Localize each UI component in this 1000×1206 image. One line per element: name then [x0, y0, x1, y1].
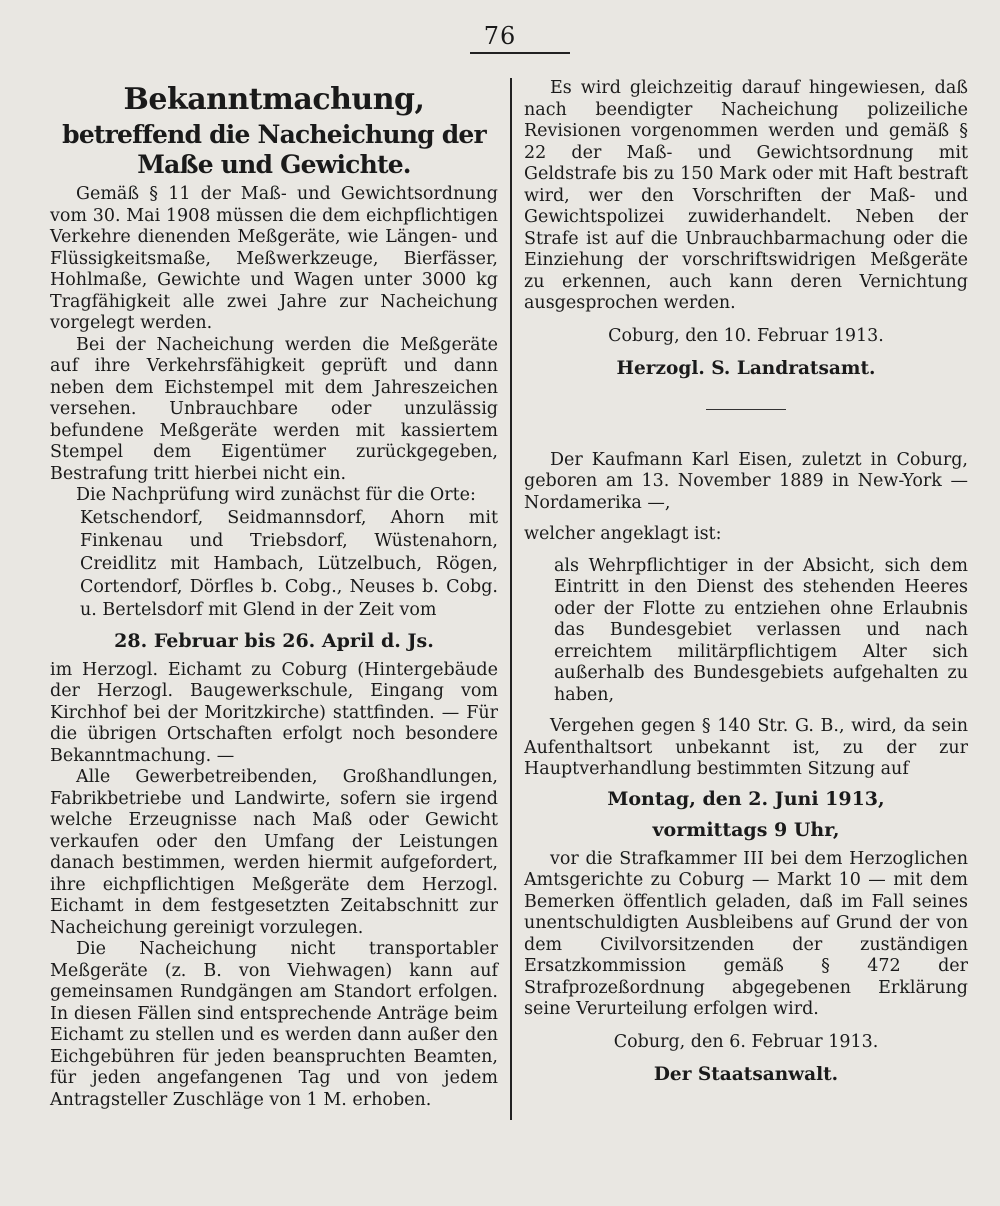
court-date: Montag, den 2. Juni 1913,	[607, 787, 885, 810]
paragraph: im Herzogl. Eichamt zu Coburg (Hintergebäude der Herzogl. Baugewerkschule, Eingang vom Kirchhof bei der Moritzkirche) stattfinden. — Für die übrigen Ortschaften erfolgt noch besondere Bekanntmachung. —	[50, 659, 498, 766]
charge-text: als Wehrpflichtiger in der Absicht, sich dem Eintritt in den Dienst des stehenden Heeres oder der Flotte zu entziehen ohne Erlaubnis das Bundesgebiet verlassen und nach erreichtem militärpflichtigem Alter sich außerhalb des Bundesgebiets aufgehalten zu haben,	[554, 555, 968, 705]
places-list: Ketschendorf, Seidmannsdorf, Ahorn mit Finkenau und Triebsdorf, Wüstenahorn, Creidlitz mit Hambach, Lützelbuch, Rögen, Cortendorf, Dörfles b. Cobg., Neuses b. Cobg. u. Bertelsdorf mit Glend in der Zeit vom	[80, 507, 498, 620]
paragraph: vor die Strafkammer III bei dem Herzoglichen Amtsgerichte zu Coburg — Markt 10 — mit dem Bemerken öffentlich geladen, daß im Fall seines unentschuldigten Ausbleibens auf Grund der von dem Civilvorsitzenden der zuständigen Ersatzkommission gemäß § 472 der Strafprozeßordnung abgegebenen Erklärung seine Verurteilung erfolgen wird.	[524, 848, 968, 1019]
signoff-date: Coburg, den 10. Februar 1913.	[608, 325, 884, 346]
right-column	[524, 78, 968, 1091]
authority-signature: Der Staatsanwalt.	[653, 1063, 839, 1085]
column-divider	[510, 78, 512, 1120]
header-rule	[470, 52, 570, 54]
announcement-subtitle: betreffend die Nacheichung der Maße und Gewichte.	[62, 120, 486, 179]
section-divider	[706, 409, 786, 410]
paragraph: Die Nacheichung nicht transportabler Meßgeräte (z. B. von Viehwagen) kann auf gemeinsamen Rundgängen am Standort erfolgen. In diesen Fällen sind entsprechende Anträge beim Eichamt zu stellen und es werden dann außer den Eichgebühren für jeden beanspruchten Beamten, für jeden angefangenen Tag und von jedem Antragsteller Zuschläge von 1 M. erhoben.	[50, 939, 498, 1110]
paragraph: Bei der Nacheichung werden die Meßgeräte auf ihre Verkehrsfähigkeit geprüft und dann neben dem Eichstempel mit dem Jahreszeichen versehen. Unbrauchbare oder unzulässig befundene Meßgeräte werden mit kassiertem Stempel dem Eigentümer zurückgegeben, Bestrafung tritt hierbei nicht ein.	[50, 334, 498, 484]
paragraph: Es wird gleichzeitig darauf hingewiesen, daß nach beendigter Nacheichung polizeiliche Revisionen vorgenommen werden und gemäß § 22 der Maß- und Gewichtsordnung mit Geldstrafe bis zu 150 Mark oder mit Haft bestraft wird, wer den Vorschriften der Maß- und Gewichtspolizei zuwiderhandelt. Neben der Strafe ist auf die Unbrauchbarmachung oder die Einziehung der vorschriftswidrigen Meßgeräte zu erkennen, auch kann deren Vernichtung ausgesprochen werden.	[524, 78, 968, 313]
court-time: vormittags 9 Uhr,	[652, 818, 840, 841]
paragraph: Gemäß § 11 der Maß- und Gewichtsordnung vom 30. Mai 1908 müssen die dem eichpflichtigen Verkehre dienenden Meßgeräte, wie Längen- und Flüssigkeitsmaße, Meßwerkzeuge, Bierfässer, Hohlmaße, Gewichte und Wagen unter 3000 kg Tragfähigkeit alle zwei Jahre zur Nacheichung vorgelegt werden.	[50, 184, 498, 333]
page-number: 76	[483, 22, 517, 50]
inspection-dates: 28. Februar bis 26. April d. Js.	[114, 629, 434, 652]
paragraph: welcher angeklagt ist:	[524, 524, 722, 544]
announcement-title: Bekanntmachung,	[123, 82, 425, 117]
authority-signature: Herzogl. S. Landratsamt.	[616, 357, 876, 379]
paragraph: Alle Gewerbetreibenden, Großhandlungen, Fabrikbetriebe und Landwirte, sofern sie irgend welche Erzeugnisse nach Maß oder Gewicht verkaufen oder den Umfang der Leistungen danach bestimmen, werden hiermit aufgefordert, ihre eichpflichtigen Meßgeräte dem Herzogl. Eichamt in dem festgesetzten Zeitabschnitt zur Nacheichung gereinigt vorzulegen.	[50, 767, 498, 938]
paragraph: Der Kaufmann Karl Eisen, zuletzt in Coburg, geboren am 13. November 1889 in New-York — Nordamerika —,	[524, 449, 968, 513]
paragraph: Die Nachprüfung wird zunächst für die Orte:	[76, 485, 476, 505]
paragraph: Vergehen gegen § 140 Str. G. B., wird, da sein Aufenthaltsort unbekannt ist, zu der zur Hauptverhandlung bestimmten Sitzung auf	[524, 716, 968, 779]
left-column	[50, 78, 498, 1111]
signoff-date: Coburg, den 6. Februar 1913.	[613, 1031, 879, 1052]
